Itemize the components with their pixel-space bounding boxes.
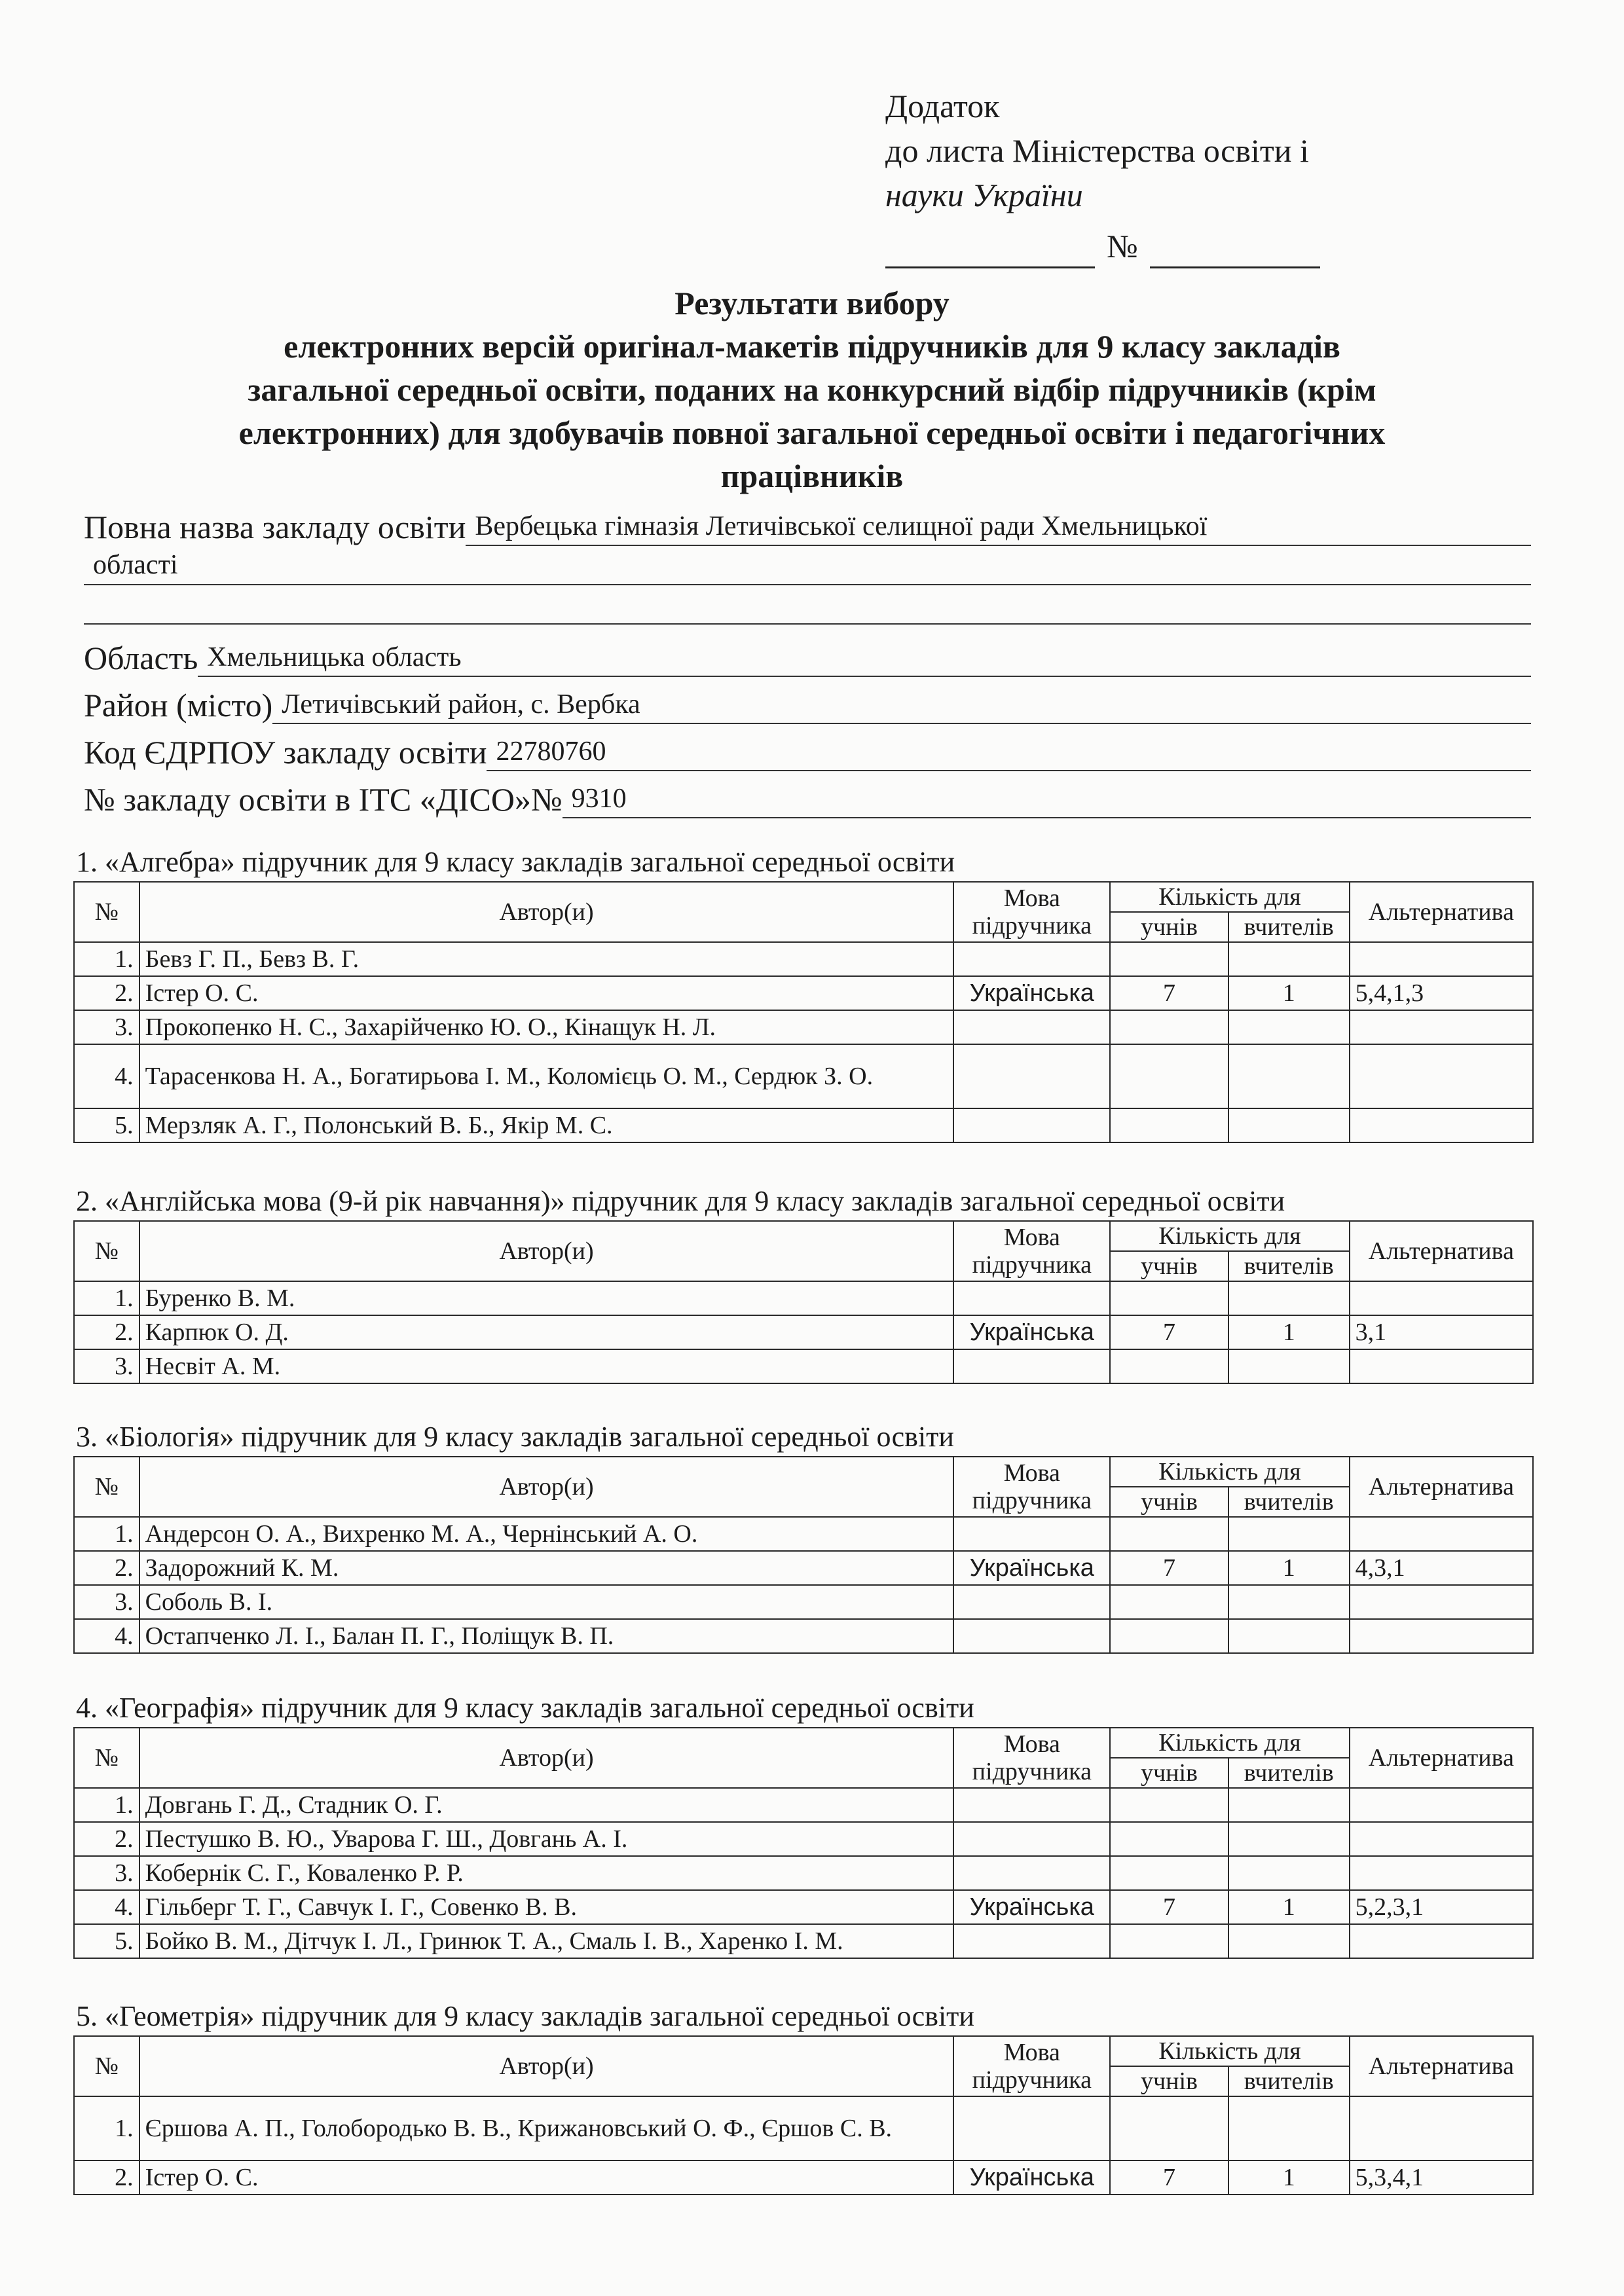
field-itc [84, 771, 1531, 818]
row-language [953, 1517, 1110, 1551]
row-authors: Істер О. С. [139, 2160, 954, 2195]
table-row [74, 1517, 1533, 1551]
row-number: 2. [74, 2160, 139, 2195]
textbook-table [73, 1456, 1534, 1654]
row-students-count [1110, 1010, 1228, 1044]
row-students-count [1110, 1349, 1228, 1383]
row-students-count [1110, 1108, 1228, 1142]
header-no: № [74, 1457, 139, 1517]
header-students: учнів [1110, 1758, 1228, 1788]
row-alternative [1350, 1517, 1533, 1551]
row-authors: Тарасенкова Н. А., Богатирьова І. М., Коломієць О. М., Сердюк З. О. [139, 1044, 954, 1108]
row-number: 3. [74, 1585, 139, 1619]
header-authors: Автор(и) [139, 1457, 954, 1517]
row-authors: Довгань Г. Д., Стадник О. Г. [139, 1788, 954, 1822]
table-row [74, 1551, 1533, 1585]
row-teachers-count [1228, 1349, 1350, 1383]
row-teachers-count [1228, 1585, 1350, 1619]
row-language [953, 1856, 1110, 1890]
row-number: 1. [74, 1517, 139, 1551]
row-teachers-count [1228, 1281, 1350, 1315]
addendum-line-1: Додаток [885, 88, 1000, 124]
row-language: Українська [953, 1890, 1110, 1924]
field-district [84, 677, 1531, 724]
row-students-count [1110, 1856, 1228, 1890]
row-alternative [1350, 1108, 1533, 1142]
row-language: Українська [953, 1551, 1110, 1585]
header-authors: Автор(и) [139, 882, 954, 942]
textbook-section-1 [73, 845, 1534, 1143]
title-line-4: електронних) для здобувачів повної загальної середньої освіти і педагогічних [238, 414, 1386, 451]
row-language: Українська [953, 1315, 1110, 1349]
field-region [84, 630, 1531, 677]
row-teachers-count: 1 [1228, 1551, 1350, 1585]
row-authors: Гільберг Т. Г., Савчук І. Г., Совенко В. В. [139, 1890, 954, 1924]
row-alternative: 5,2,3,1 [1350, 1890, 1533, 1924]
table-row [74, 1044, 1533, 1108]
section-heading: 1. «Алгебра» підручник для 9 класу закладів загальної середньої освіти [76, 846, 955, 878]
header-teachers: вчителів [1228, 2066, 1350, 2096]
table-row [74, 1585, 1533, 1619]
row-language [953, 1281, 1110, 1315]
row-students-count: 7 [1110, 2160, 1228, 2195]
row-number: 3. [74, 1856, 139, 1890]
row-authors: Несвіт А. М. [139, 1349, 954, 1383]
table-row [74, 1890, 1533, 1924]
row-number: 3. [74, 1349, 139, 1383]
row-authors: Буренко В. М. [139, 1281, 954, 1315]
header-quantity: Кількість для [1110, 1457, 1349, 1487]
date-blank [885, 234, 1095, 268]
header-quantity: Кількість для [1110, 1728, 1349, 1758]
row-language [953, 1788, 1110, 1822]
row-teachers-count: 1 [1228, 2160, 1350, 2195]
row-alternative [1350, 1585, 1533, 1619]
row-students-count [1110, 1788, 1228, 1822]
row-alternative [1350, 1788, 1533, 1822]
row-alternative [1350, 1349, 1533, 1383]
row-language [953, 1108, 1110, 1142]
number-sign: № [1107, 228, 1138, 264]
row-students-count: 7 [1110, 1315, 1228, 1349]
table-row [74, 1856, 1533, 1890]
table-row [74, 1315, 1533, 1349]
header-alternative: Альтернатива [1350, 882, 1533, 942]
edrpou-value: 22780760 [487, 733, 1531, 771]
row-authors: Кобернік С. Г., Коваленко Р. Р. [139, 1856, 954, 1890]
document-title [72, 282, 1552, 498]
section-heading: 4. «Географія» підручник для 9 класу закладів загальної середньої освіти [76, 1692, 974, 1724]
header-quantity: Кількість для [1110, 882, 1349, 912]
row-number: 4. [74, 1044, 139, 1108]
region-label: Область [84, 640, 198, 676]
row-number: 1. [74, 2096, 139, 2160]
header-quantity: Кількість для [1110, 2036, 1349, 2066]
row-language [953, 1619, 1110, 1653]
table-row [74, 1281, 1533, 1315]
row-authors: Мерзляк А. Г., Полонський В. Б., Якір М. С. [139, 1108, 954, 1142]
row-teachers-count [1228, 1010, 1350, 1044]
row-number: 1. [74, 1281, 139, 1315]
header-teachers: вчителів [1228, 1758, 1350, 1788]
addendum-line-3: науки України [885, 177, 1083, 213]
itc-value: 9310 [563, 780, 1531, 818]
row-alternative [1350, 1010, 1533, 1044]
row-alternative [1350, 1281, 1533, 1315]
row-authors: Пестушко В. Ю., Уварова Г. Ш., Довгань А. І. [139, 1822, 954, 1856]
addendum-line-2: до листа Міністерства освіти і [885, 132, 1309, 169]
district-label: Район (місто) [84, 687, 273, 723]
full-name-label: Повна назва закладу освіти [84, 509, 466, 545]
table-row [74, 2096, 1533, 2160]
table-row [74, 1788, 1533, 1822]
row-authors: Єршова А. П., Голобородько В. В., Крижановський О. Ф., Єршов С. В. [139, 2096, 954, 2160]
row-language [953, 1585, 1110, 1619]
row-teachers-count [1228, 942, 1350, 976]
row-number: 1. [74, 942, 139, 976]
header-students: учнів [1110, 2066, 1228, 2096]
header-alternative: Альтернатива [1350, 2036, 1533, 2096]
title-line-1: Результати вибору [674, 285, 950, 321]
row-teachers-count: 1 [1228, 976, 1350, 1010]
row-alternative: 5,3,4,1 [1350, 2160, 1533, 2195]
row-students-count [1110, 1517, 1228, 1551]
row-authors: Карпюк О. Д. [139, 1315, 954, 1349]
institution-fields [84, 499, 1531, 818]
title-line-2: електронних версій оригінал-макетів підручників для 9 класу закладів [284, 328, 1340, 365]
row-language [953, 1924, 1110, 1958]
header-language: Мова підручника [953, 2036, 1110, 2096]
row-alternative [1350, 1044, 1533, 1108]
row-students-count [1110, 1044, 1228, 1108]
row-students-count: 7 [1110, 1890, 1228, 1924]
itc-label: № закладу освіти в ІТС «ДІСО»№ [84, 781, 563, 818]
row-authors: Соболь В. І. [139, 1585, 954, 1619]
section-heading: 5. «Геометрія» підручник для 9 класу закладів загальної середньої освіти [76, 2000, 974, 2032]
row-students-count [1110, 2096, 1228, 2160]
textbook-section-5 [73, 1999, 1534, 2195]
row-teachers-count [1228, 1044, 1350, 1108]
full-name-value: Вербецька гімназія Летичівської селищної ради Хмельницької [466, 508, 1531, 546]
row-number: 4. [74, 1619, 139, 1653]
section-heading: 2. «Англійська мова (9-й рік навчання)» підручник для 9 класу закладів загальної середньої освіти [76, 1185, 1285, 1217]
textbook-table [73, 2035, 1534, 2195]
row-alternative [1350, 1822, 1533, 1856]
header-teachers: вчителів [1228, 1487, 1350, 1517]
row-language [953, 1822, 1110, 1856]
header-alternative: Альтернатива [1350, 1457, 1533, 1517]
row-number: 5. [74, 1924, 139, 1958]
row-number: 2. [74, 1551, 139, 1585]
row-alternative: 5,4,1,3 [1350, 976, 1533, 1010]
section-heading: 3. «Біологія» підручник для 9 класу закладів загальної середньої освіти [76, 1421, 954, 1453]
row-students-count: 7 [1110, 1551, 1228, 1585]
row-alternative [1350, 1856, 1533, 1890]
number-blank [1150, 234, 1320, 268]
header-alternative: Альтернатива [1350, 1728, 1533, 1788]
table-row [74, 1108, 1533, 1142]
row-students-count: 7 [1110, 976, 1228, 1010]
textbook-table [73, 881, 1534, 1143]
textbook-table [73, 1727, 1534, 1959]
field-edrpou [84, 724, 1531, 771]
row-language [953, 2096, 1110, 2160]
addendum-number-line [885, 224, 1320, 268]
region-value: Хмельницька область [198, 639, 1531, 677]
addendum-header [885, 84, 1320, 268]
row-number: 4. [74, 1890, 139, 1924]
table-row [74, 1822, 1533, 1856]
header-language: Мова підручника [953, 1728, 1110, 1788]
table-row [74, 2160, 1533, 2195]
row-teachers-count [1228, 1788, 1350, 1822]
row-number: 5. [74, 1108, 139, 1142]
table-row [74, 942, 1533, 976]
header-language: Мова підручника [953, 1221, 1110, 1281]
row-number: 3. [74, 1010, 139, 1044]
header-no: № [74, 1728, 139, 1788]
table-row [74, 1010, 1533, 1044]
table-row [74, 1349, 1533, 1383]
district-value: Летичівський район, с. Вербка [272, 686, 1531, 724]
row-number: 2. [74, 976, 139, 1010]
row-students-count [1110, 1924, 1228, 1958]
row-authors: Бойко В. М., Дітчук І. Л., Гринюк Т. А., Смаль І. В., Харенко І. М. [139, 1924, 954, 1958]
row-authors: Бевз Г. П., Бевз В. Г. [139, 942, 954, 976]
table-row [74, 1924, 1533, 1958]
row-alternative [1350, 942, 1533, 976]
field-full-name [84, 499, 1531, 546]
header-language: Мова підручника [953, 882, 1110, 942]
row-teachers-count [1228, 1822, 1350, 1856]
header-quantity: Кількість для [1110, 1221, 1349, 1251]
row-teachers-count [1228, 1517, 1350, 1551]
full-name-blank-line [84, 585, 1531, 625]
row-language [953, 1044, 1110, 1108]
row-students-count [1110, 1822, 1228, 1856]
header-authors: Автор(и) [139, 1728, 954, 1788]
row-authors: Прокопенко Н. С., Захарійченко Ю. О., Кінащук Н. Л. [139, 1010, 954, 1044]
row-teachers-count [1228, 1856, 1350, 1890]
header-authors: Автор(и) [139, 1221, 954, 1281]
header-authors: Автор(и) [139, 2036, 954, 2096]
table-row [74, 976, 1533, 1010]
row-teachers-count [1228, 2096, 1350, 2160]
row-number: 2. [74, 1822, 139, 1856]
row-number: 2. [74, 1315, 139, 1349]
row-number: 1. [74, 1788, 139, 1822]
row-teachers-count: 1 [1228, 1890, 1350, 1924]
row-language [953, 942, 1110, 976]
header-alternative: Альтернатива [1350, 1221, 1533, 1281]
title-line-3: загальної середньої освіти, поданих на конкурсний відбір підручників (крім [248, 371, 1376, 408]
textbook-section-3 [73, 1419, 1534, 1654]
row-authors: Задорожний К. М. [139, 1551, 954, 1585]
row-language [953, 1010, 1110, 1044]
row-alternative: 3,1 [1350, 1315, 1533, 1349]
row-teachers-count [1228, 1108, 1350, 1142]
row-authors: Остапченко Л. І., Балан П. Г., Поліщук В. П. [139, 1619, 954, 1653]
row-alternative [1350, 1924, 1533, 1958]
textbook-table [73, 1220, 1534, 1384]
header-students: учнів [1110, 1487, 1228, 1517]
edrpou-label: Код ЄДРПОУ закладу освіти [84, 734, 487, 771]
table-row [74, 1619, 1533, 1653]
textbook-section-2 [73, 1184, 1534, 1384]
header-no: № [74, 882, 139, 942]
row-students-count [1110, 1585, 1228, 1619]
header-no: № [74, 1221, 139, 1281]
row-teachers-count: 1 [1228, 1315, 1350, 1349]
header-students: учнів [1110, 1251, 1228, 1281]
row-language [953, 1349, 1110, 1383]
header-teachers: вчителів [1228, 912, 1350, 942]
row-alternative [1350, 2096, 1533, 2160]
title-line-5: працівників [720, 458, 904, 494]
row-students-count [1110, 1619, 1228, 1653]
header-students: учнів [1110, 912, 1228, 942]
row-language: Українська [953, 976, 1110, 1010]
header-no: № [74, 2036, 139, 2096]
row-alternative [1350, 1619, 1533, 1653]
row-students-count [1110, 1281, 1228, 1315]
full-name-value-cont: області [84, 546, 1531, 585]
textbook-section-4 [73, 1690, 1534, 1959]
row-alternative: 4,3,1 [1350, 1551, 1533, 1585]
header-language: Мова підручника [953, 1457, 1110, 1517]
row-teachers-count [1228, 1924, 1350, 1958]
row-authors: Істер О. С. [139, 976, 954, 1010]
row-teachers-count [1228, 1619, 1350, 1653]
row-students-count [1110, 942, 1228, 976]
header-teachers: вчителів [1228, 1251, 1350, 1281]
row-authors: Андерсон О. А., Вихренко М. А., Чернінський А. О. [139, 1517, 954, 1551]
row-language: Українська [953, 2160, 1110, 2195]
